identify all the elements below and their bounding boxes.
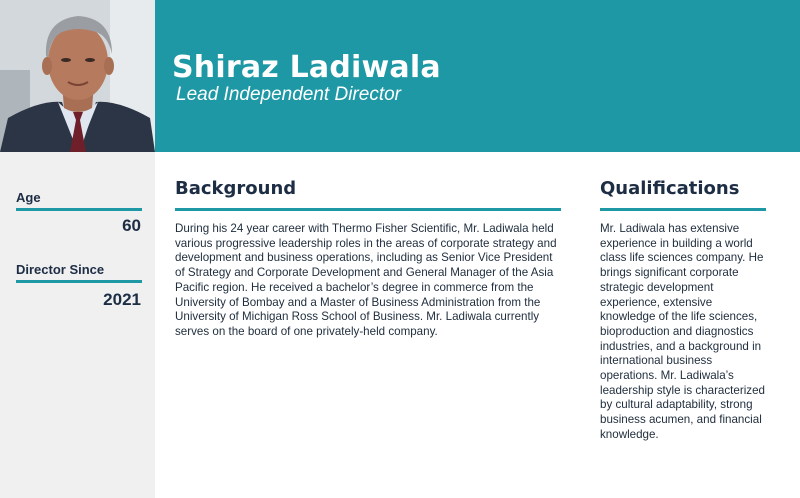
age-label: Age bbox=[16, 190, 41, 205]
director-name: Shiraz Ladiwala bbox=[172, 50, 441, 85]
qualifications-heading: Qualifications bbox=[600, 178, 740, 199]
director-photo bbox=[0, 0, 155, 152]
age-divider bbox=[16, 208, 142, 211]
background-divider bbox=[175, 208, 561, 211]
age-value: 60 bbox=[122, 216, 141, 235]
director-since-label: Director Since bbox=[16, 262, 105, 277]
background-heading: Background bbox=[175, 178, 297, 199]
qualifications-text: Mr. Ladiwala has extensive experience in building a world class life sciences company. He brings significant corporate strategic development experience, extensive knowledge of the life sciences, bioproduction and diagnostics industries, and a background in international business operations. Mr. Ladiwala’s leadership style is characterized by cultural adaptability, strong business acumen, and financial knowledge. bbox=[600, 222, 765, 441]
director-since-value: 2021 bbox=[103, 290, 141, 309]
stats-sidebar bbox=[0, 152, 155, 498]
qualifications-divider bbox=[600, 208, 766, 211]
director-since-divider bbox=[16, 280, 142, 283]
header-banner bbox=[0, 0, 800, 152]
portrait-illustration bbox=[0, 0, 155, 152]
director-title: Lead Independent Director bbox=[176, 84, 401, 105]
background-text: During his 24 year career with Thermo Fisher Scientific, Mr. Ladiwala held various progressive leadership roles in the areas of corporate strategy and development and business operations, including as Senior Vice President of Strategy and Corporate Development and General Manager of the Asia Pacific region. He received a bachelor’s degree in commerce from the University of Bombay and a Master of Business Administration from the University of Michigan Ross School of Business. Mr. Ladiwala currently serves on the board of one privately-held company. bbox=[175, 222, 557, 338]
